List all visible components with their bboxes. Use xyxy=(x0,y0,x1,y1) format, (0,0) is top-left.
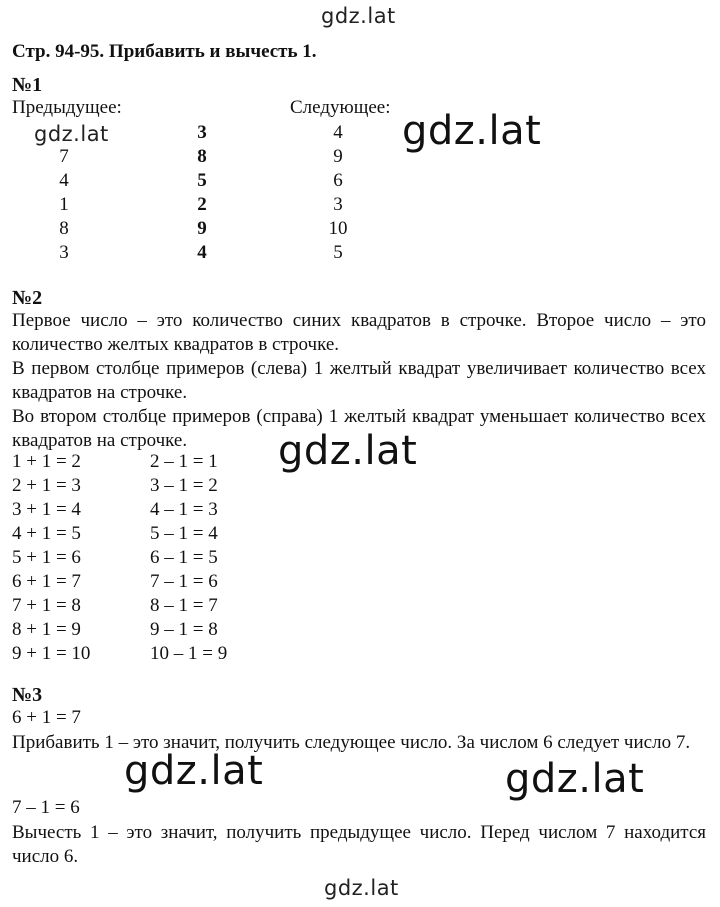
ex3-equation-1: 6 + 1 = 7 xyxy=(12,707,81,728)
watermark-bottom: gdz.lat xyxy=(324,876,399,900)
next-label: Следующее: xyxy=(290,97,391,118)
ex1-mid-1: 8 xyxy=(197,146,207,167)
ex1-prev-5: 3 xyxy=(59,242,69,263)
ex2-left-2: 3 + 1 = 4 xyxy=(12,499,81,520)
watermark-large-4: gdz.lat xyxy=(505,756,645,802)
ex2-paragraph-1: Первое число – это количество синих квадратов в строчке. Второе число – это количество желтых квадратов в строчке. xyxy=(12,310,706,355)
page-title: Стр. 94-95. Прибавить и вычесть 1. xyxy=(12,41,317,62)
ex2-heading: №2 xyxy=(12,287,43,309)
watermark-large-3: gdz.lat xyxy=(124,748,264,794)
ex1-prev-2: 4 xyxy=(59,170,69,191)
ex2-right-4: 6 – 1 = 5 xyxy=(150,547,218,568)
ex1-next-3: 3 xyxy=(333,194,343,215)
ex2-left-1: 2 + 1 = 3 xyxy=(12,475,81,496)
ex2-right-7: 9 – 1 = 8 xyxy=(150,619,218,640)
ex1-mid-5: 4 xyxy=(197,242,207,263)
ex3-heading: №3 xyxy=(12,684,43,706)
ex2-left-0: 1 + 1 = 2 xyxy=(12,451,81,472)
ex2-right-5: 7 – 1 = 6 xyxy=(150,571,218,592)
ex3-paragraph-1: Прибавить 1 – это значит, получить следующее число. За числом 6 следует число 7. xyxy=(12,732,691,753)
ex2-right-0: 2 – 1 = 1 xyxy=(150,451,218,472)
ex2-paragraph-3: Во втором столбце примеров (справа) 1 желтый квадрат уменьшает количество всех квадратов на строчке. xyxy=(12,406,706,451)
ex1-next-5: 5 xyxy=(333,242,343,263)
ex1-mid-0: 3 xyxy=(197,122,207,143)
ex2-paragraph-2: В первом столбце примеров (слева) 1 желтый квадрат увеличивает количество всех квадратов на строчке. xyxy=(12,358,706,403)
watermark-inline: gdz.lat xyxy=(34,122,109,146)
watermark-large-2: gdz.lat xyxy=(278,428,418,474)
ex3-equation-2: 7 – 1 = 6 xyxy=(12,797,80,818)
watermark-large-1: gdz.lat xyxy=(402,108,542,154)
ex1-mid-4: 9 xyxy=(197,218,207,239)
ex2-left-8: 9 + 1 = 10 xyxy=(12,643,91,664)
ex2-left-5: 6 + 1 = 7 xyxy=(12,571,81,592)
ex2-right-3: 5 – 1 = 4 xyxy=(150,523,218,544)
ex2-left-7: 8 + 1 = 9 xyxy=(12,619,81,640)
ex3-paragraph-2: Вычесть 1 – это значит, получить предыдущее число. Перед числом 7 находится число 6. xyxy=(12,822,706,867)
ex2-right-2: 4 – 1 = 3 xyxy=(150,499,218,520)
ex2-right-1: 3 – 1 = 2 xyxy=(150,475,218,496)
ex1-next-4: 10 xyxy=(328,218,348,239)
ex1-heading: №1 xyxy=(12,74,43,96)
ex2-right-8: 10 – 1 = 9 xyxy=(150,643,228,664)
ex1-prev-3: 1 xyxy=(59,194,69,215)
ex1-mid-2: 5 xyxy=(197,170,207,191)
prev-label: Предыдущее: xyxy=(12,97,122,118)
ex1-next-1: 9 xyxy=(333,146,343,167)
ex1-next-2: 6 xyxy=(333,170,343,191)
ex1-prev-1: 7 xyxy=(59,146,69,167)
ex2-left-3: 4 + 1 = 5 xyxy=(12,523,81,544)
ex1-prev-4: 8 xyxy=(59,218,69,239)
ex2-left-4: 5 + 1 = 6 xyxy=(12,547,81,568)
watermark-top: gdz.lat xyxy=(321,4,396,28)
ex1-mid-3: 2 xyxy=(197,194,207,215)
ex2-right-6: 8 – 1 = 7 xyxy=(150,595,218,616)
ex1-next-0: 4 xyxy=(333,122,343,143)
ex2-left-6: 7 + 1 = 8 xyxy=(12,595,81,616)
